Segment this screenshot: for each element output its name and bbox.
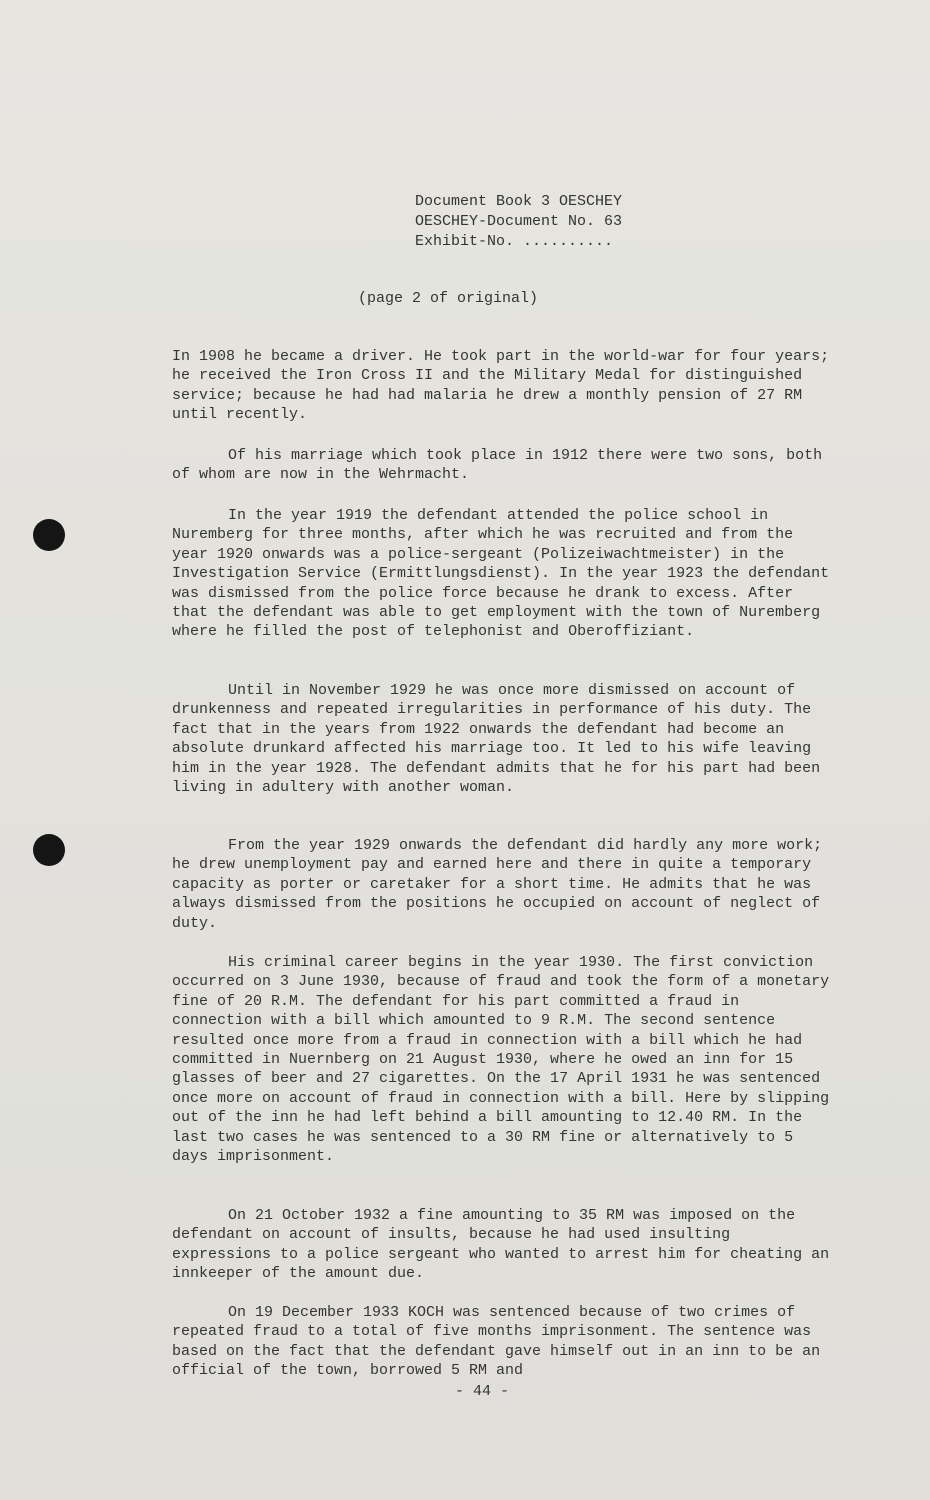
paragraph-1-text: In 1908 he became a driver. He took part in the world-war for four years; he received the Iron Cross II and the Military Medal for distinguished service; because he had had malaria he drew a monthly pension of 27 RM until recently. <box>172 348 830 424</box>
paragraph-7-text: On 21 October 1932 a fine amounting to 35 RM was imposed on the defendant on account of insults, because he had used insulting expressions to a police sergeant who wanted to arrest him for cheating an innkeeper of the amount due. <box>172 1207 830 1283</box>
paragraph-4 <box>172 681 832 797</box>
header-exhibit-number: Exhibit-No. .......... <box>415 233 614 250</box>
paragraph-3 <box>172 506 832 642</box>
paragraph-5-text: From the year 1929 onwards the defendant did hardly any more work; he drew unemployment pay and earned here and there in quite a temporary capacity as porter or caretaker for a short time. He admits that he was always dismissed from the positions he occupied on account of neglect of duty. <box>172 837 823 932</box>
paragraph-5 <box>172 836 832 933</box>
paragraph-2 <box>172 446 832 485</box>
paragraph-8-text: On 19 December 1933 KOCH was sentenced because of two crimes of repeated fraud to a total of five months imprisonment. The sentence was based on the fact that the defendant gave himself out in an inn to be an official of the town, borrowed 5 RM and <box>172 1304 821 1380</box>
paragraph-6 <box>172 953 832 1166</box>
document-header <box>415 192 622 252</box>
paragraph-2-text: Of his marriage which took place in 1912 there were two sons, both of whom are now in the Wehrmacht. <box>172 447 823 484</box>
paragraph-1 <box>172 347 832 425</box>
header-document-book: Document Book 3 OESCHEY <box>415 193 623 210</box>
paragraph-3-text: In the year 1919 the defendant attended the police school in Nuremberg for three months, after which he was recruited and from the year 1920 onwards was a police-sergeant (Polizeiwachtmeister) in the Investigation Service (Ermittlungsdienst). In the year 1923 the defendant was dismissed from the police force because he drank to excess. After that the defendant was able to get employment with the town of Nuremberg where he filled the post of telephonist and Oberoffiziant. <box>172 507 830 641</box>
page-reference: (page 2 of original) <box>358 290 539 307</box>
paragraph-6-text: His criminal career begins in the year 1930. The first conviction occurred on 3 June 1930, because of fraud and took the form of a monetary fine of 20 R.M. The defendant for his part committed a fraud in connection with a bill which amounted to 9 R.M. The second sentence resulted once more from a fraud in connection with a bill which he had committed in Nuernberg on 21 August 1930, where he owed an inn for 15 glasses of beer and 27 cigarettes. On the 17 April 1931 he was sentenced once more on account of fraud in connection with a bill. Here by slipping out of the inn he had left behind a bill amounting to 12.40 RM. In the last two cases he was sentenced to a 30 RM fine or alternatively to 5 days imprisonment. <box>172 954 830 1166</box>
paragraph-4-text: Until in November 1929 he was once more dismissed on account of drunkenness and repeated irregularities in performance of his duty. The fact that in the years from 1922 onwards the defendant had become an absolute drunkard affected his marriage too. It led to his wife leaving him in the year 1928. The defendant admits that he for his part had been living in adultery with another woman. <box>172 682 821 797</box>
paragraph-8 <box>172 1303 832 1381</box>
header-document-number: OESCHEY-Document No. 63 <box>415 213 623 230</box>
punch-hole-lower <box>33 834 65 866</box>
paragraph-7 <box>172 1206 832 1284</box>
punch-hole-upper <box>33 519 65 551</box>
page-number: - 44 - <box>455 1383 510 1400</box>
